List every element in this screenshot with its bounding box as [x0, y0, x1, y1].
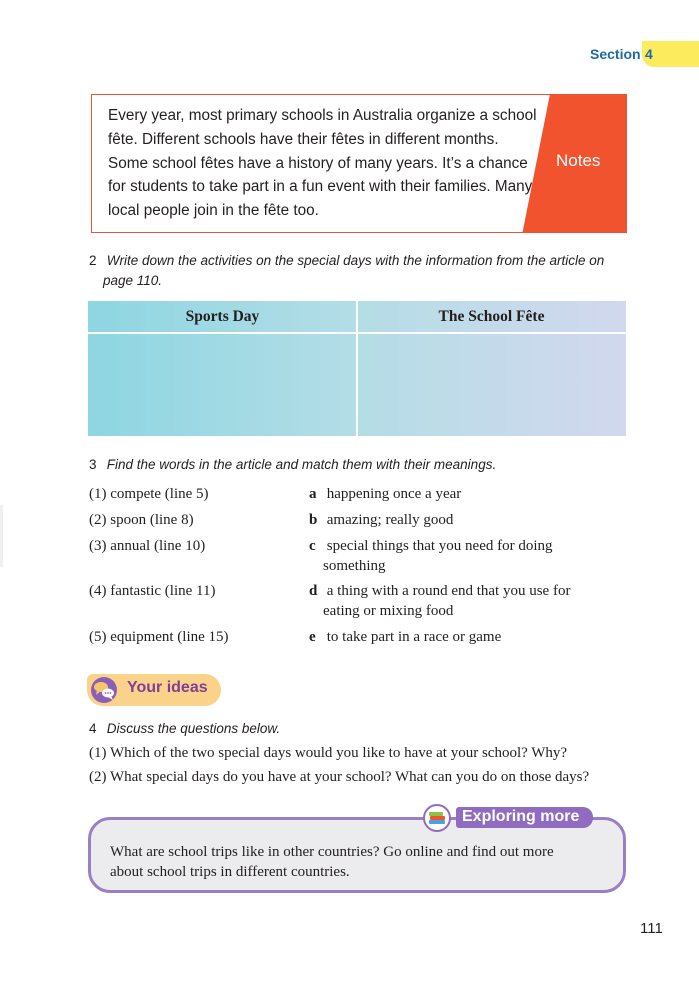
notes-line: fête. Different schools have their fêtes in different months. — [108, 130, 499, 148]
meaning-letter: a — [309, 486, 317, 502]
section-header — [590, 41, 653, 67]
meaning-text: a thing with a round end that you use for — [326, 583, 571, 599]
exploring-more-label: Exploring more — [462, 808, 580, 825]
sports-day-answer-cell[interactable] — [88, 334, 356, 436]
q3-instruction — [89, 455, 629, 475]
notes-line: local people join in the fête too. — [108, 202, 319, 220]
word-item: (2) spoon (line 8) — [89, 512, 194, 528]
q2-number: 2 — [89, 253, 97, 268]
meaning-letter: c — [309, 538, 316, 554]
word-item: (1) compete (line 5) — [89, 486, 209, 502]
your-ideas-label: Your ideas — [127, 679, 208, 696]
q2-instruction-line2: page 110. — [103, 273, 163, 288]
your-ideas-banner — [87, 674, 221, 706]
books-icon — [423, 804, 453, 832]
exploring-more-line: What are school trips like in other countries? Go online and find out more — [110, 844, 554, 860]
page-edge-mark — [0, 505, 3, 567]
section-number-badge: 4 — [642, 41, 699, 67]
notes-label: Notes — [556, 151, 601, 170]
school-fete-answer-cell[interactable] — [358, 334, 626, 436]
q2-instruction-line1: Write down the activities on the special days with the information from the article on — [106, 253, 605, 268]
meaning-text: happening once a year — [326, 486, 462, 502]
meaning-item — [309, 536, 609, 576]
discussion-question: (1) Which of the two special days would you like to have at your school? Why? — [89, 745, 568, 761]
q2-instruction — [89, 251, 629, 291]
meaning-text-continued: eating or mixing food — [323, 603, 454, 619]
exploring-more-line: about school trips in different countries. — [110, 864, 350, 880]
meaning-text: special things that you need for doing — [326, 538, 553, 554]
meaning-item — [309, 484, 609, 504]
meaning-item — [309, 581, 609, 621]
meaning-item — [309, 510, 609, 530]
meaning-text: to take part in a race or game — [326, 629, 502, 645]
word-item: (5) equipment (line 15) — [89, 629, 229, 645]
meaning-letter: d — [309, 583, 318, 599]
meaning-text-continued: something — [323, 558, 386, 574]
q3-number: 3 — [89, 457, 97, 472]
exploring-more-tag — [423, 804, 593, 830]
page-number: 111 — [640, 920, 663, 937]
q4-number: 4 — [89, 721, 97, 736]
column-header-sports-day: Sports Day — [185, 308, 260, 325]
exploring-more-text — [110, 842, 610, 882]
notes-line: Some school fêtes have a history of many years. It’s a chance — [108, 154, 528, 172]
section-label: Section — [590, 46, 641, 62]
notes-text — [108, 104, 548, 223]
activities-table — [88, 301, 626, 436]
meaning-text: amazing; really good — [326, 512, 454, 528]
notes-tab — [522, 94, 627, 233]
word-item: (4) fantastic (line 11) — [89, 583, 216, 599]
notes-line: Every year, most primary schools in Australia organize a school — [108, 107, 537, 124]
word-item: (3) annual (line 10) — [89, 538, 206, 554]
q4-instruction-text: Discuss the questions below. — [106, 721, 281, 736]
notes-line: for students to take part in a fun event with their families. Many — [108, 178, 533, 196]
q4-instruction — [89, 719, 629, 739]
speech-bubbles-icon — [90, 676, 120, 704]
notes-box — [91, 94, 627, 233]
meaning-item — [309, 627, 609, 647]
q3-instruction-text: Find the words in the article and match them with their meanings. — [106, 457, 497, 472]
discussion-question: (2) What special days do you have at your school? What can you do on those days? — [89, 769, 590, 785]
meaning-letter: e — [309, 629, 316, 645]
meaning-letter: b — [309, 512, 318, 528]
column-header-school-fete: The School Fête — [438, 308, 545, 325]
